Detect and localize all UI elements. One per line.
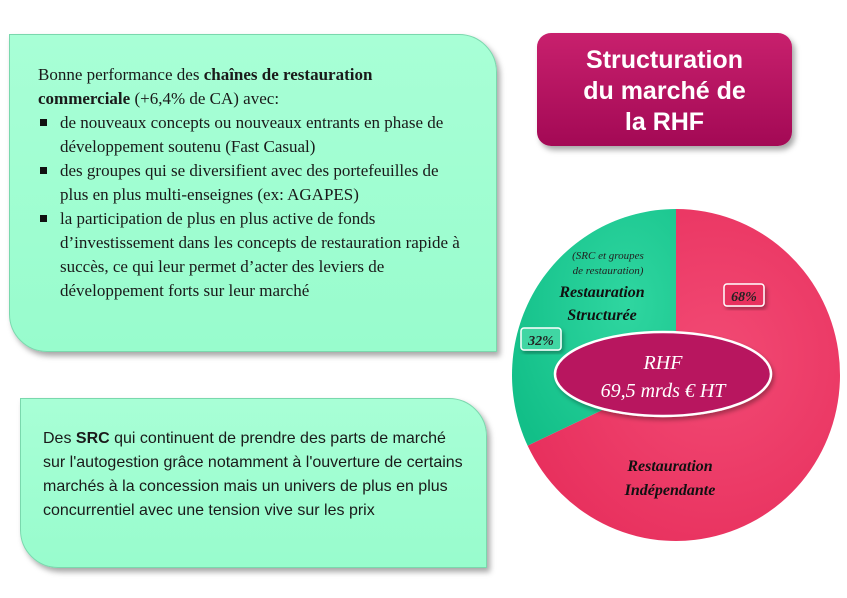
market-pie-chart (490, 190, 847, 585)
title-line: Structuration (586, 46, 743, 74)
center-label-total: 69,5 mrds € HT (600, 380, 726, 402)
square-bullet-icon (40, 119, 47, 126)
slice-structuree-value: 32% (528, 334, 554, 349)
slice-sublabel-structuree: (SRC et groupes (572, 250, 644, 262)
slice-label-structuree: Restauration (559, 284, 645, 301)
src-market-share-box (20, 398, 487, 568)
center-label-rhf: RHF (643, 352, 683, 374)
bullet-text: de nouveaux concepts ou nouveaux entrants en phase de développement soutenu (Fast Casual) (60, 113, 444, 156)
slice-label-independante: Restauration (627, 458, 713, 475)
bullet-item (38, 111, 468, 159)
chains-performance-box (9, 34, 497, 352)
title-line: du marché de (583, 77, 746, 105)
bullet-item (38, 159, 468, 207)
bullet-item (38, 207, 468, 303)
src-bold-text: SRC (75, 430, 110, 447)
center-ellipse (555, 332, 771, 416)
src-text-2: qui continuent de prendre des parts de marché sur l'autogestion grâce notamment à l'ouverture de certains marchés à la concession mais un univers de plus en plus concurrentiel avec une tension vive sur les prix (43, 430, 463, 519)
slice-label-independante: Indépendante (624, 482, 716, 499)
bullet-list (38, 111, 468, 303)
intro-text-2: (+6,4% de CA) avec: (130, 89, 280, 108)
title-box (537, 33, 792, 146)
slice-sublabel-structuree: de restauration) (572, 265, 644, 277)
slice-label-structuree: Structurée (567, 307, 637, 324)
bullet-text: des groupes qui se diversifient avec des portefeuilles de plus en plus multi-enseignes (ex: AGAPES) (60, 161, 439, 204)
bullet-text: la participation de plus en plus active de fonds d’investissement dans les concepts de restauration rapide à succès, ce qui leur permet d’acter des leviers de développement forts sur leur marché (60, 209, 460, 300)
square-bullet-icon (40, 215, 47, 222)
intro-bold-text: chaînes de restauration commerciale (38, 65, 373, 108)
slice-independante-value: 68% (731, 290, 757, 305)
src-text-1: Des (43, 430, 76, 447)
title-line: la RHF (624, 108, 705, 136)
src-paragraph (43, 427, 464, 523)
intro-text-1: Bonne performance des (38, 65, 204, 84)
square-bullet-icon (40, 167, 47, 174)
intro-paragraph (38, 63, 468, 111)
